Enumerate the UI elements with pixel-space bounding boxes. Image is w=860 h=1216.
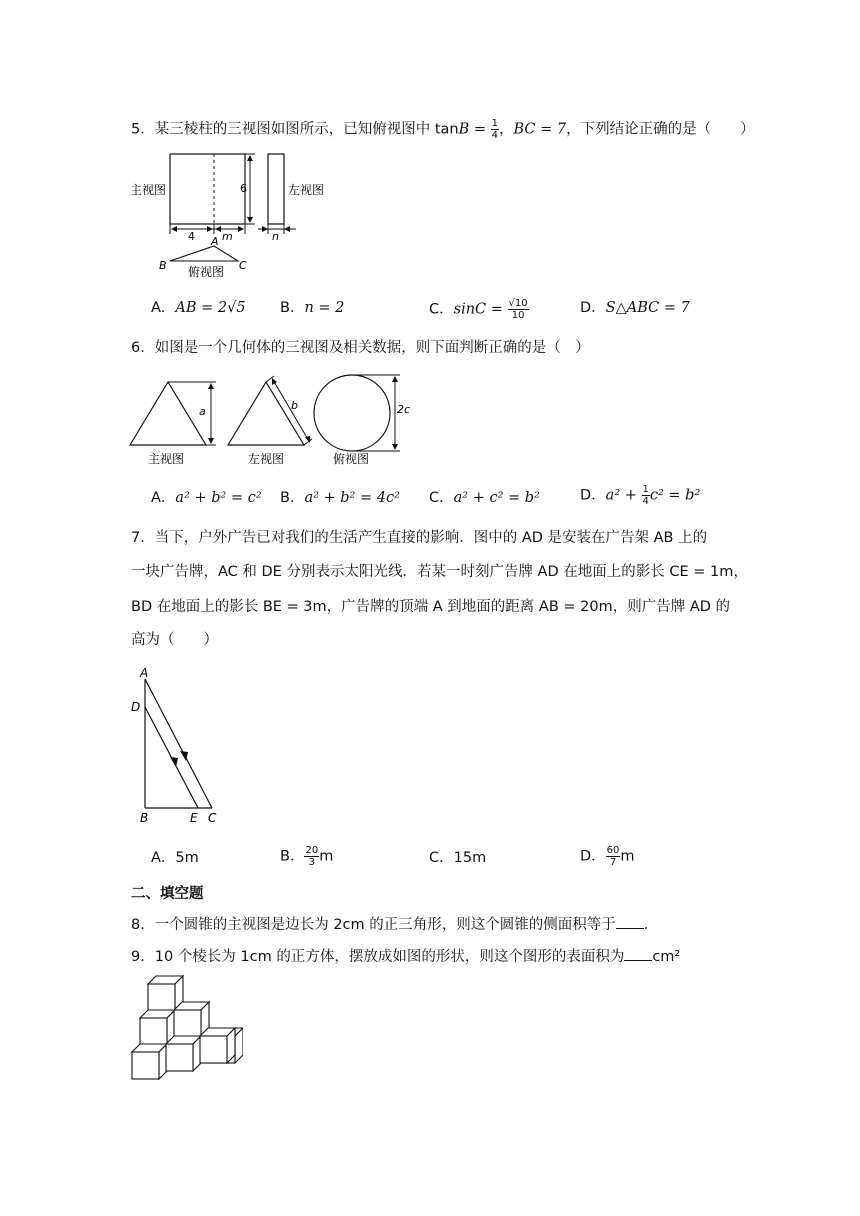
q6-d-prefix: D． <box>580 487 606 504</box>
q5-A-label: A <box>211 235 219 248</box>
q5-d-text: S△ABC = 7 <box>605 300 690 316</box>
q6-2c-label: 2c <box>397 403 411 416</box>
q6-b-text: a² + b² = 4c² <box>304 490 400 506</box>
q6-a-text: a² + b² = c² <box>175 490 262 506</box>
q8-stem <box>131 914 658 935</box>
q9-cubes-figure <box>128 974 243 1084</box>
q6-c-prefix: C． <box>429 490 454 506</box>
q7-option-a <box>151 848 199 868</box>
q7-option-c <box>429 848 486 868</box>
q5-C-label: C <box>239 259 247 272</box>
q5-left-view <box>268 154 284 224</box>
q7-A-label: A <box>140 666 149 680</box>
q7-d-prefix: D． <box>580 848 606 865</box>
q5-left-label: 左视图 <box>288 183 325 197</box>
q7-d-fraction <box>606 845 621 868</box>
q5-w4-label: 4 <box>188 230 195 243</box>
q5-stem: 5．某三棱柱的三视图如图所示，已知俯视图中 tanB = $\frac{1}{4}$ ，BC = 7，下列结论正确的是（ ） <box>131 118 755 141</box>
q5-top-view <box>170 246 238 261</box>
q7-option-b <box>280 845 333 868</box>
q5-n-label: n <box>272 230 279 243</box>
q6-top-label: 俯视图 <box>333 452 370 466</box>
q7-d-den: 7 <box>609 857 617 868</box>
q7-d-unit: m <box>620 848 635 865</box>
q9-cube <box>132 1044 167 1079</box>
q5-stem-tail: ，下列结论正确的是（ ） <box>566 121 755 138</box>
q7-line-2: 一块广告牌，AC 和 DE 分别表示太阳光线．若某一时刻广告牌 AD 在地面上的影长 CE = 1m， <box>131 564 748 580</box>
q5-tan-var: B <box>458 121 470 138</box>
q5-c-num: √10 <box>508 298 528 309</box>
q7-B-label: B <box>140 811 149 825</box>
q5-B-label: B <box>159 259 167 272</box>
q7-b-num: 20 <box>305 845 319 856</box>
q5-tan-den: 4 <box>491 130 498 141</box>
q5-d-prefix: D． <box>580 300 606 316</box>
q9-stem <box>131 946 680 967</box>
q5-m-label: m <box>222 230 233 243</box>
q6-option-b <box>280 488 400 508</box>
q5-front-view <box>170 154 245 224</box>
q6-top-view <box>314 375 390 451</box>
q9-text: 9．10 个棱长为 1cm 的正方体，摆放成如图的形状，则这个图形的表面积为 <box>131 949 625 965</box>
q6-d-text-a: a² + <box>605 487 637 504</box>
q5-c-fraction <box>508 298 529 321</box>
q8-answer-blank[interactable] <box>616 914 644 929</box>
q6-b-prefix: B． <box>280 490 305 506</box>
q6-c-text: a² + c² = b² <box>453 490 540 506</box>
q7-a-prefix: A． <box>151 850 176 866</box>
q7-d-num: 60 <box>606 845 620 856</box>
q5-tan-fraction <box>491 118 499 141</box>
q6-front-view <box>130 382 206 445</box>
q6-d-num: 1 <box>642 484 649 495</box>
q6-three-view-figure <box>128 368 418 468</box>
q6-d-den: 4 <box>642 496 649 507</box>
q5-a-text: AB = 2√5 <box>175 300 246 316</box>
q5-c-prefix: C． <box>429 301 454 318</box>
q7-line-1: 7．当下，户外广告已对我们的生活产生直接的影响．图中的 AD 是安装在广告架 AB 上的 <box>131 530 708 546</box>
section-fill-in-title: 二、填空题 <box>131 886 204 902</box>
q8-text: 8．一个圆锥的主视图是边长为 2cm 的正三角形，则这个圆锥的侧面积等于 <box>131 917 616 933</box>
q5-height-label: 6 <box>240 182 247 195</box>
q5-stem-text: 5．某三棱柱的三视图如图所示，已知俯视图中 tan <box>131 121 459 138</box>
q5-stem-sep: ， <box>499 121 514 138</box>
q7-line-3: BD 在地面上的影长 BE = 3m，广告牌的顶端 A 到地面的距离 AB = 20m，则广告牌 AD 的 <box>131 599 731 615</box>
q7-a-text: 5m <box>175 850 199 866</box>
q6-left-label: 左视图 <box>248 452 285 466</box>
q5-option-c <box>429 298 529 321</box>
q6-option-d <box>580 484 700 507</box>
q7-b-fraction <box>304 845 319 868</box>
q6-stem: 6．如图是一个几何体的三视图及相关数据，则下面判断正确的是（ ） <box>131 340 590 356</box>
q6-d-text-b: c² = b² <box>649 487 701 504</box>
q6-b-label: b <box>291 399 298 412</box>
q5-bc: BC = 7 <box>513 121 567 138</box>
q6-a-prefix: A． <box>151 490 176 506</box>
q5-front-label: 主视图 <box>130 183 167 197</box>
q9-cube <box>200 1028 235 1063</box>
q7-c-prefix: C． <box>429 850 454 866</box>
q5-c-text: sinC = <box>453 301 503 318</box>
q5-option-a <box>151 298 246 318</box>
q6-d-fraction <box>642 484 650 507</box>
q7-line-4: 高为（ ） <box>131 632 218 648</box>
q7-billboard-figure <box>128 664 228 828</box>
q6-a-label: a <box>199 405 206 418</box>
q5-tan-num: 1 <box>491 118 498 129</box>
q7-b-unit: m <box>319 848 334 865</box>
q6-front-label: 主视图 <box>148 452 185 466</box>
q7-c-text: 15m <box>453 850 487 866</box>
q5-b-text: n = 2 <box>304 300 345 316</box>
q7-AC-ray <box>145 679 212 808</box>
q6-option-c <box>429 488 540 508</box>
q5-a-prefix: A． <box>151 300 176 316</box>
q7-C-label: C <box>208 811 217 825</box>
q9-unit: cm² <box>652 949 681 965</box>
q8-tail: ． <box>643 917 659 933</box>
q5-option-b <box>280 298 344 318</box>
q6-option-a <box>151 488 262 508</box>
q5-option-d <box>580 298 690 318</box>
q7-b-prefix: B． <box>280 848 305 865</box>
q5-b-prefix: B． <box>280 300 305 316</box>
q7-option-d <box>580 845 635 868</box>
q7-b-den: 3 <box>308 857 315 868</box>
q5-three-view-figure <box>128 148 338 283</box>
q5-top-label: 俯视图 <box>188 265 225 279</box>
q9-cube <box>166 1036 201 1071</box>
q5-c-den: 10 <box>511 310 525 321</box>
q7-E-label: E <box>190 811 198 825</box>
q7-D-label: D <box>131 700 141 714</box>
q9-answer-blank[interactable] <box>624 946 652 961</box>
